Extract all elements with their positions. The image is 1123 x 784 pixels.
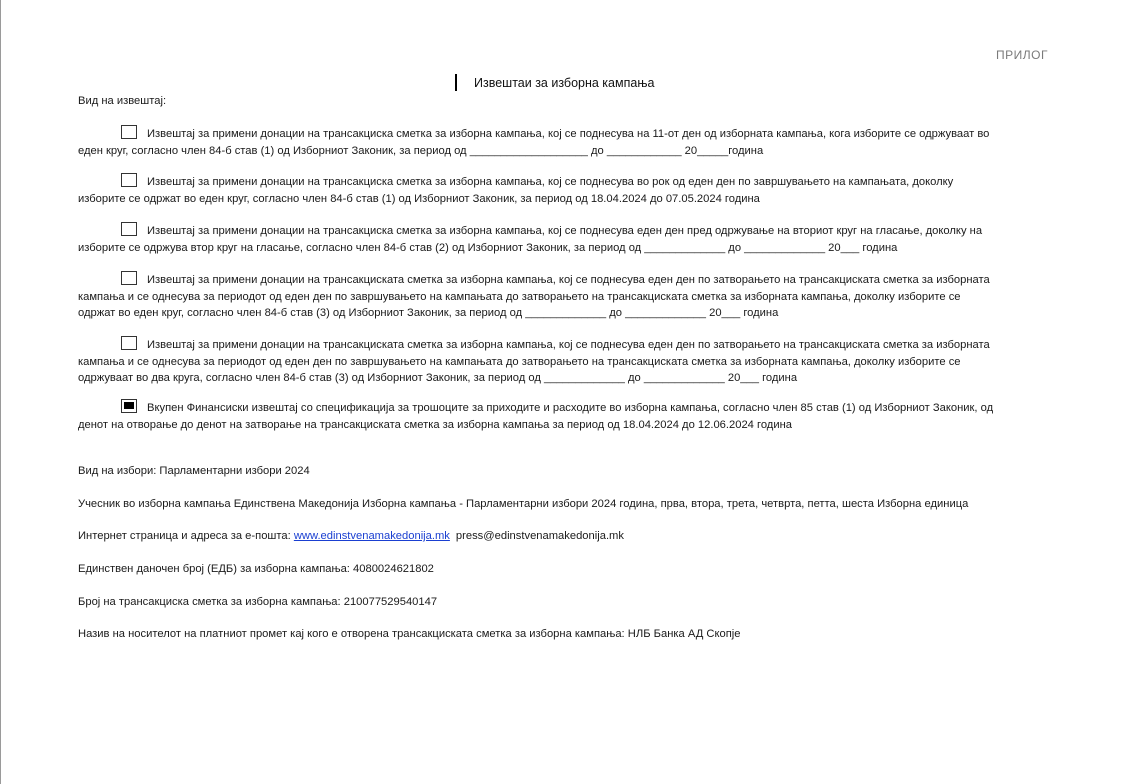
option-1-line-2: еден круг, согласно член 84-б став (1) од Изборниот Законик, за период од ___________________ до ____________ 20_____година: [78, 144, 764, 157]
checkbox-option-3[interactable]: [121, 222, 137, 236]
text-cursor: [455, 74, 457, 91]
report-type-label: Вид на извештај:: [78, 95, 167, 107]
option-2-line-1: Извештај за примени донации на трансакциска сметка за изборна кампања, кој се поднесува во рок од еден ден по завршувањето на кампањата, доколку: [147, 176, 954, 188]
report-option-4: [78, 271, 1048, 322]
document-title: Извештаи за изборна кампања: [474, 76, 655, 90]
bank-account-number: Број на трансакциска сметка за изборна кампања: 210077529540147: [78, 596, 438, 608]
checkbox-option-2[interactable]: [121, 173, 137, 187]
option-5-line-1: Извештај за примени донации на трансакциската сметка за изборна кампања, кој се поднесува еден ден по затворањето на трансакциската сметка за изборната: [147, 339, 990, 351]
campaign-participant: Учесник во изборна кампања Единствена Македонија Изборна кампања - Парламентарни избори 2024 година, прва, втора, трета, четврта, петта, шеста Изборна единица: [78, 498, 969, 510]
election-type: Вид на избори: Парламентарни избори 2024: [78, 465, 310, 477]
web-label: Интернет страница и адреса за е-пошта:: [78, 530, 294, 542]
option-3-line-1: Извештај за примени донации на трансакциска сметка за изборна кампања, кој се поднесува еден ден пред одржување на вториот круг на гласање, доколку на: [147, 225, 983, 237]
checkbox-option-4[interactable]: [121, 271, 137, 285]
option-6-line-2: денот на отворање до денот на затворање на трансакциската сметка за изборна кампања за период од 18.04.2024 до 12.06.2024 година: [78, 418, 792, 431]
option-5-line-3: одржуваат во два круга, согласно член 84-б став (3) од Изборниот Законик, за период од _____________ до _____________ 20___ година: [78, 372, 798, 384]
report-option-3: [78, 222, 1048, 256]
option-6-line-1: Вкупен Финансиски извештај со спецификација за трошоците за приходите и расходите во изборна кампања, согласно член 85 став (1) од Изборниот Законик, од: [147, 402, 994, 414]
option-2-line-2: изборите се одржат во еден круг, согласно член 84-б став (1) од Изборниот Законик, за период од 18.04.2024 до 07.05.2024 година: [78, 192, 760, 205]
report-option-1: [78, 125, 1048, 159]
option-4-line-2: кампања и се однесува за периодот од еден ден по завршувањето на кампањата до затворањето на трансакциската сметка за изборната кампања, доколку изборите се: [78, 290, 961, 303]
report-option-2: [78, 173, 1048, 207]
website-link[interactable]: www.edinstvenamakedonija.mk: [293, 530, 450, 542]
option-1-line-1: Извештај за примени донации на трансакциска сметка за изборна кампања, кој се поднесува на 11-от ден од изборната кампања, кога изборите се одржуваат во: [147, 128, 990, 140]
annex-label: ПРИЛОГ: [996, 48, 1048, 62]
report-option-5: [78, 336, 1048, 387]
page-left-edge: [0, 0, 1, 784]
web-and-email: [78, 530, 624, 542]
option-4-line-1: Извештај за примени донации на трансакциската сметка за изборна кампања, кој се поднесува еден ден по затворањето на трансакциската сметка за изборната: [147, 274, 990, 286]
report-option-6: [78, 399, 1048, 433]
checkbox-option-6-checked[interactable]: [121, 399, 137, 413]
option-3-line-2: изборите се одржува втор круг на гласање, согласно член 84-б став (2) од Изборниот Законик, за период од _____________ до _____________ 20___ година: [78, 241, 898, 254]
tax-id: Единствен даночен број (ЕДБ) за изборна кампања: 4080024621802: [78, 563, 434, 575]
option-4-line-3: одржат во еден круг, согласно член 84-б став (3) од Изборниот Законик, за период од _____________ до _____________ 20___ година: [78, 307, 779, 319]
checkbox-option-1[interactable]: [121, 125, 137, 139]
email-address: press@edinstvenamakedonija.mk: [455, 530, 624, 542]
option-5-line-2: кампања и се однесува за периодот од еден ден по завршувањето на кампањата до затворањето на трансакциската сметка за изборната кампања, доколку изборите се: [78, 355, 961, 368]
checkbox-option-5[interactable]: [121, 336, 137, 350]
payment-provider: Назив на носителот на платниот промет кај кого е отворена трансакциската сметка за изборна кампања: НЛБ Банка АД Скопје: [78, 628, 741, 640]
